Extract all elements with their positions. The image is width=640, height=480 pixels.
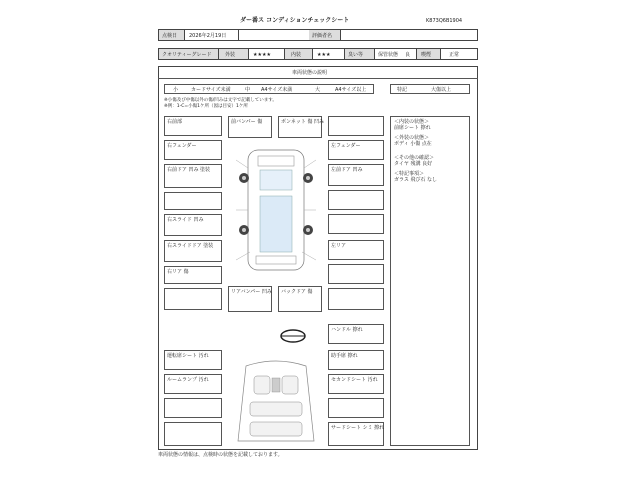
interior-left-box-1: 運転席シート 汚れ	[164, 350, 222, 370]
left-box-1: 右前部	[164, 116, 222, 136]
car-interior-diagram	[226, 356, 326, 446]
exterior-label: 外装	[225, 52, 236, 58]
legend-note1: ※小傷及び中傷以外の傷/凹みは文字で記載しています。	[164, 98, 277, 103]
right-box-2: 左フェンダー	[328, 140, 384, 160]
interior-right-box-4: サードシート シミ 擦れ	[328, 422, 384, 446]
remarks-box	[390, 84, 470, 94]
interior-left-box-2: ルームランプ 汚れ	[164, 374, 222, 394]
legend-title: 車両状態の説明	[292, 70, 328, 76]
bottom-box-2: バックドア 傷	[278, 286, 322, 312]
small-label: 小	[173, 87, 179, 93]
small-desc: カードサイズ未満	[191, 87, 231, 93]
right-box-3: 左前ドア 凹み	[328, 164, 384, 186]
left-box-4	[164, 192, 222, 210]
steering-wheel-icon	[278, 328, 308, 344]
legend-note2: ※例：1-C=小傷1ケ所（図は目安）1ケ所	[164, 104, 248, 109]
grade-label: クオリティーグレード	[162, 52, 212, 58]
remarks-value: 大傷以上	[431, 87, 452, 93]
right-box-1	[328, 116, 384, 136]
large-desc: A4サイズ以上	[335, 87, 367, 93]
bottom-box-1: リアバンパー 凹み	[228, 286, 272, 312]
left-box-8	[164, 288, 222, 310]
footer-note: 車両状態の情報は、点検時の状態を記載しております。	[158, 452, 283, 458]
quality-row	[158, 48, 478, 60]
right-box-4	[328, 190, 384, 210]
sheet-code: K873Q6B1904	[426, 18, 463, 24]
remarks-label: 特記	[397, 87, 408, 93]
exterior-value: ★★★★	[253, 52, 271, 58]
smell-value: 保管状態	[378, 52, 399, 58]
date-row	[158, 29, 478, 41]
large-label: 大	[315, 87, 321, 93]
left-box-5: 右スライド 凹み	[164, 214, 222, 236]
legend-title-line	[158, 78, 478, 79]
interior-label: 内装	[291, 52, 302, 58]
legend-row	[164, 84, 374, 94]
smell-value2: 良	[405, 52, 411, 58]
right-box-8	[328, 288, 384, 310]
medium-label: 中	[245, 87, 251, 93]
notes-panel: ＜内装の状態＞ 前席シート 擦れ ＜外装の状態＞ ボディ 小傷 点在 ＜その他の確認＞ タイヤ 残溝 良好 ＜特記事項＞ ガラス 飛び石 なし	[390, 116, 470, 446]
left-box-7: 右リア 傷	[164, 266, 222, 284]
interior-left-box-3	[164, 398, 222, 418]
left-box-6: 右スライドドア 塗装	[164, 240, 222, 262]
top-box-2: ボンネット 傷 凹み	[278, 116, 322, 138]
top-box-1: 前バンパー 傷	[228, 116, 272, 138]
right-box-6: 左リア	[328, 240, 384, 260]
car-top-view-diagram	[226, 140, 326, 280]
odor-label: 喫煙	[421, 52, 432, 58]
smell-label: 臭い等	[348, 52, 364, 58]
interior-left-box-4	[164, 422, 222, 446]
inspector-label: 評価者名	[312, 33, 333, 39]
steering-box: ハンドル 擦れ	[328, 324, 384, 344]
medium-desc: A4サイズ未満	[261, 87, 293, 93]
sheet-title: ダー番ス コンディションチェックシート	[240, 17, 350, 24]
odor-value: 正常	[449, 52, 460, 58]
date-value: 2026年2月19日	[189, 33, 227, 39]
interior-right-box-3	[328, 398, 384, 418]
date-label: 点検日	[162, 33, 178, 39]
interior-value: ★★★	[317, 52, 331, 58]
interior-right-box-2: セカンドシート 汚れ	[328, 374, 384, 394]
left-box-2: 右フェンダー	[164, 140, 222, 160]
right-box-5	[328, 214, 384, 234]
right-box-7	[328, 264, 384, 284]
interior-right-box-1: 助手席 擦れ	[328, 350, 384, 370]
left-box-3: 右前ドア 凹み 塗装	[164, 164, 222, 188]
